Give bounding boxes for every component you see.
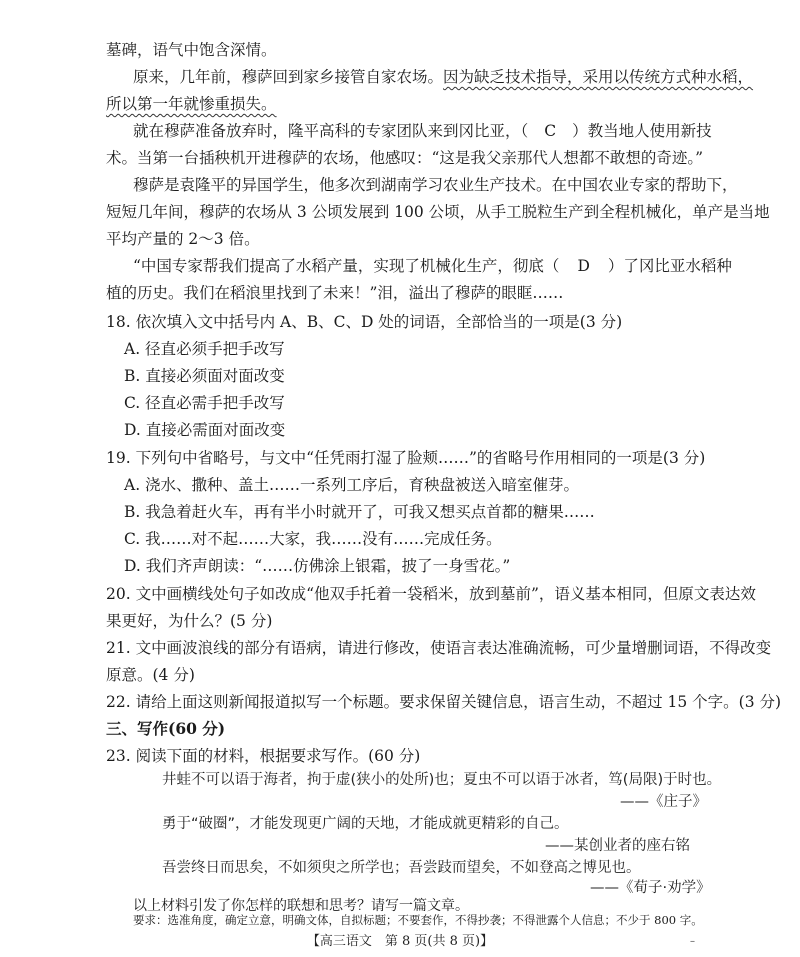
blank-label-c: C — [544, 122, 557, 140]
passage-paragraph-3-line-1 — [133, 121, 712, 141]
option-word: D. 直接 — [124, 421, 177, 439]
option-word: 手把手 — [207, 340, 254, 358]
material-2-source: ——某创业者的座右铭 — [545, 838, 690, 854]
option-word: 改变 — [253, 367, 285, 385]
option-word: 改写 — [253, 340, 285, 358]
option-word: 面对面 — [207, 367, 254, 385]
writing-prompt: 以上材料引发了你怎样的联想和思考？请写一篇文章。 — [133, 898, 469, 914]
passage-paragraph-4-line-2: 短短几年间，穆萨的农场从 3 公顷发展到 100 公顷，从手工脱粒生产到全程机械化，单产是当地 — [106, 203, 770, 221]
material-1: 井蛙不可以语于海者，拘于虚(狭小的处所)也；夏虫不可以语于冰者，笃(局限)于时也。 — [162, 772, 722, 788]
wavy-underlined-sentence: 因为缺乏技术指导，采用以传统方式种水稻， — [443, 68, 754, 86]
option-word: 改写 — [253, 394, 285, 412]
q19-option-d: D. 我们齐声朗读：“……仿佛涂上银霜，披了一身雪花。” — [124, 557, 511, 575]
passage-paragraph-4-line-3: 平均产量的 2～3 倍。 — [106, 230, 260, 248]
passage-line-1: 墓碑，语气中饱含深情。 — [106, 41, 277, 59]
passage-paragraph-4-line-1: 穆萨是袁隆平的异国学生，他多次到湖南学习农业生产技术。在中国农业专家的帮助下， — [133, 176, 738, 194]
passage-text: 就在穆萨准备放弃时，隆平高科的专家团队来到冈比亚，（ — [133, 122, 529, 140]
passage-paragraph-3-line-2: 术。当第一台插秧机开进穆萨的农场，他感叹：“这是我父亲那代人想都不敢想的奇迹。” — [106, 149, 704, 167]
q18-option-c — [124, 393, 285, 413]
corner-mark: – — [690, 936, 695, 947]
q18-option-a — [124, 339, 285, 359]
material-3: 吾尝终日而思矣，不如须臾之所学也；吾尝跂而望矣，不如登高之博见也。 — [162, 860, 641, 876]
question-21-line-1: 21. 文中画波浪线的部分有语病，请进行修改，使语言表达准确流畅，可少量增删词语，不得改变 — [106, 639, 772, 657]
blank-label-d: D — [577, 257, 590, 275]
passage-paragraph-2-line-2 — [106, 94, 277, 114]
passage-text: ）教当地人使用新技 — [572, 122, 712, 140]
option-word: 必需 — [176, 394, 208, 412]
passage-paragraph-2-line-1 — [133, 67, 753, 87]
question-22: 22. 请给上面这则新闻报道拟写一个标题。要求保留关键信息，语言生动，不超过 15 个字。(3 分) — [106, 693, 782, 711]
option-word: 必须 — [176, 367, 208, 385]
material-3-source: ——《荀子·劝学》 — [590, 880, 711, 896]
option-word: 必须 — [176, 340, 208, 358]
question-20-line-2: 果更好，为什么？(5 分) — [106, 612, 273, 630]
passage-text: “中国专家帮我们提高了水稻产量，实现了机械化生产，彻底（ — [133, 257, 560, 275]
q18-option-d — [124, 420, 285, 440]
passage-text: ）了冈比亚水稻种 — [607, 257, 732, 275]
option-word: C. 径直 — [124, 394, 177, 412]
wavy-underlined-sentence-end: 所以第一年就惨重损失。 — [106, 95, 277, 113]
option-word: 必需 — [176, 421, 208, 439]
page-footer: 【高三语文 第 8 页(共 8 页)】 — [306, 934, 494, 949]
option-word: B. 直接 — [124, 367, 177, 385]
passage-paragraph-5-line-2: 植的历史。我们在稻浪里找到了未来！”泪，溢出了穆萨的眼眶…… — [106, 284, 564, 302]
section-3-heading: 三、写作(60 分) — [106, 719, 226, 738]
option-word: A. 径直 — [124, 340, 177, 358]
option-word: 手把手 — [207, 394, 254, 412]
option-word: 改变 — [254, 421, 286, 439]
q19-option-a: A. 浇水、撒种、盖土……一系列工序后，育秧盘被送入暗室催芽。 — [124, 476, 580, 494]
passage-text: 原来，几年前，穆萨回到家乡接管自家农场。 — [133, 68, 444, 86]
material-1-source: ——《庄子》 — [620, 794, 707, 810]
requirements-line-1: 要求：选准角度，确定立意，明确文体，自拟标题；不要套作，不得抄袭；不得泄露个人信 — [133, 913, 593, 927]
passage-paragraph-5-line-1 — [133, 256, 732, 276]
requirements-line-2: 息；不少于 800 字。 — [593, 913, 703, 927]
question-23-stem: 23. 阅读下面的材料，根据要求写作。(60 分) — [106, 747, 421, 765]
q19-option-b: B. 我急着赶火车，再有半小时就开了，可我又想买点首都的糖果…… — [124, 503, 595, 521]
question-21-line-2: 原意。(4 分) — [106, 666, 195, 684]
question-20-line-1: 20. 文中画横线处句子如改成“他双手托着一袋稻米，放到墓前”，语义基本相同，但原文表达效 — [106, 585, 756, 603]
material-2: 勇于“破圈”，才能发现更广阔的天地，才能成就更精彩的自己。 — [162, 816, 569, 832]
option-word: 面对面 — [207, 421, 255, 439]
question-19-stem: 19. 下列句中省略号，与文中“任凭雨打湿了脸颊……”的省略号作用相同的一项是(3 分) — [106, 449, 706, 467]
question-18-stem: 18. 依次填入文中括号内 A、B、C、D 处的词语，全部恰当的一项是(3 分) — [106, 313, 623, 331]
q19-option-c: C. 我……对不起……大家，我……没有……完成任务。 — [124, 530, 502, 548]
q18-option-b — [124, 366, 285, 386]
